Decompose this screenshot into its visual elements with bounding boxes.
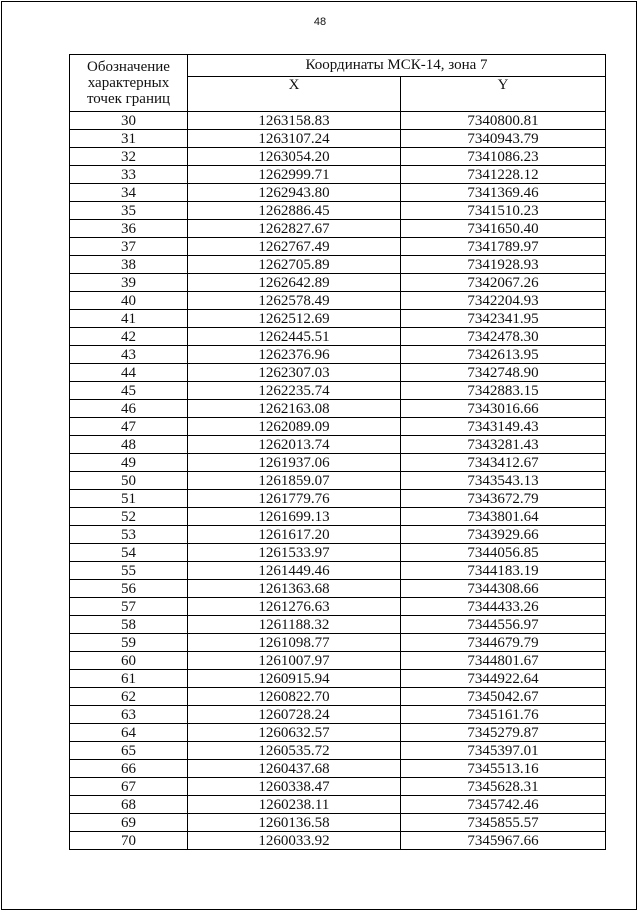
y-coordinate-cell: 7345628.31 xyxy=(401,778,606,796)
table-row xyxy=(70,400,606,418)
point-number-cell: 65 xyxy=(70,742,188,760)
table-row xyxy=(70,166,606,184)
y-coordinate-cell: 7341369.46 xyxy=(401,184,606,202)
table-row xyxy=(70,418,606,436)
table-row xyxy=(70,274,606,292)
header-x: X xyxy=(188,76,401,111)
point-number-cell: 39 xyxy=(70,274,188,292)
x-coordinate-cell: 1260822.70 xyxy=(188,688,401,706)
point-number-cell: 64 xyxy=(70,724,188,742)
x-coordinate-cell: 1261779.76 xyxy=(188,490,401,508)
table-row xyxy=(70,796,606,814)
table-row xyxy=(70,706,606,724)
x-coordinate-cell: 1261007.97 xyxy=(188,652,401,670)
point-number-cell: 51 xyxy=(70,490,188,508)
point-number-cell: 62 xyxy=(70,688,188,706)
point-number-cell: 60 xyxy=(70,652,188,670)
y-coordinate-cell: 7340943.79 xyxy=(401,130,606,148)
x-coordinate-cell: 1262163.08 xyxy=(188,400,401,418)
point-number-cell: 55 xyxy=(70,562,188,580)
point-number-cell: 68 xyxy=(70,796,188,814)
table-row xyxy=(70,580,606,598)
x-coordinate-cell: 1263158.83 xyxy=(188,112,401,130)
x-coordinate-cell: 1262999.71 xyxy=(188,166,401,184)
table-row xyxy=(70,202,606,220)
y-coordinate-cell: 7344679.79 xyxy=(401,634,606,652)
table-row xyxy=(70,130,606,148)
y-coordinate-cell: 7344056.85 xyxy=(401,544,606,562)
point-number-cell: 32 xyxy=(70,148,188,166)
y-coordinate-cell: 7345967.66 xyxy=(401,832,606,850)
x-coordinate-cell: 1260728.24 xyxy=(188,706,401,724)
table-row xyxy=(70,220,606,238)
point-number-cell: 61 xyxy=(70,670,188,688)
x-coordinate-cell: 1262642.89 xyxy=(188,274,401,292)
point-number-cell: 40 xyxy=(70,292,188,310)
point-number-cell: 31 xyxy=(70,130,188,148)
y-coordinate-cell: 7341228.12 xyxy=(401,166,606,184)
x-coordinate-cell: 1262445.51 xyxy=(188,328,401,346)
table-row xyxy=(70,724,606,742)
table-row xyxy=(70,742,606,760)
y-coordinate-cell: 7343801.64 xyxy=(401,508,606,526)
point-number-cell: 50 xyxy=(70,472,188,490)
x-coordinate-cell: 1262827.67 xyxy=(188,220,401,238)
point-number-cell: 56 xyxy=(70,580,188,598)
point-number-cell: 42 xyxy=(70,328,188,346)
y-coordinate-cell: 7344183.19 xyxy=(401,562,606,580)
x-coordinate-cell: 1262512.69 xyxy=(188,310,401,328)
point-number-cell: 37 xyxy=(70,238,188,256)
y-coordinate-cell: 7342883.15 xyxy=(401,382,606,400)
point-number-cell: 58 xyxy=(70,616,188,634)
table-row xyxy=(70,454,606,472)
table-row xyxy=(70,616,606,634)
table-row xyxy=(70,472,606,490)
y-coordinate-cell: 7341928.93 xyxy=(401,256,606,274)
y-coordinate-cell: 7344308.66 xyxy=(401,580,606,598)
x-coordinate-cell: 1261533.97 xyxy=(188,544,401,562)
x-coordinate-cell: 1261937.06 xyxy=(188,454,401,472)
x-coordinate-cell: 1261188.32 xyxy=(188,616,401,634)
point-number-cell: 67 xyxy=(70,778,188,796)
point-number-cell: 45 xyxy=(70,382,188,400)
point-number-cell: 70 xyxy=(70,832,188,850)
x-coordinate-cell: 1260915.94 xyxy=(188,670,401,688)
x-coordinate-cell: 1262376.96 xyxy=(188,346,401,364)
table-row xyxy=(70,508,606,526)
table-row xyxy=(70,670,606,688)
table-row xyxy=(70,634,606,652)
point-number-cell: 38 xyxy=(70,256,188,274)
point-number-cell: 59 xyxy=(70,634,188,652)
y-coordinate-cell: 7345397.01 xyxy=(401,742,606,760)
y-coordinate-cell: 7343281.43 xyxy=(401,436,606,454)
table-row xyxy=(70,778,606,796)
table-row xyxy=(70,364,606,382)
x-coordinate-cell: 1263107.24 xyxy=(188,130,401,148)
x-coordinate-cell: 1262089.09 xyxy=(188,418,401,436)
point-number-cell: 63 xyxy=(70,706,188,724)
y-coordinate-cell: 7343672.79 xyxy=(401,490,606,508)
y-coordinate-cell: 7345513.16 xyxy=(401,760,606,778)
point-number-cell: 57 xyxy=(70,598,188,616)
y-coordinate-cell: 7345042.67 xyxy=(401,688,606,706)
point-number-cell: 34 xyxy=(70,184,188,202)
y-coordinate-cell: 7343149.43 xyxy=(401,418,606,436)
header-coordinates-group: Координаты МСК-14, зона 7 xyxy=(188,55,606,77)
table-row xyxy=(70,148,606,166)
table-header xyxy=(70,55,606,112)
x-coordinate-cell: 1260238.11 xyxy=(188,796,401,814)
y-coordinate-cell: 7342341.95 xyxy=(401,310,606,328)
point-number-cell: 46 xyxy=(70,400,188,418)
point-number-cell: 33 xyxy=(70,166,188,184)
table-body xyxy=(70,112,606,850)
table-row xyxy=(70,436,606,454)
y-coordinate-cell: 7345279.87 xyxy=(401,724,606,742)
y-coordinate-cell: 7344556.97 xyxy=(401,616,606,634)
point-number-cell: 43 xyxy=(70,346,188,364)
y-coordinate-cell: 7343412.67 xyxy=(401,454,606,472)
table-row xyxy=(70,310,606,328)
point-number-cell: 41 xyxy=(70,310,188,328)
table-row xyxy=(70,652,606,670)
point-number-cell: 30 xyxy=(70,112,188,130)
x-coordinate-cell: 1261449.46 xyxy=(188,562,401,580)
table-row xyxy=(70,328,606,346)
point-number-cell: 35 xyxy=(70,202,188,220)
x-coordinate-cell: 1260437.68 xyxy=(188,760,401,778)
point-number-cell: 36 xyxy=(70,220,188,238)
y-coordinate-cell: 7340800.81 xyxy=(401,112,606,130)
table-row xyxy=(70,526,606,544)
x-coordinate-cell: 1262578.49 xyxy=(188,292,401,310)
x-coordinate-cell: 1260535.72 xyxy=(188,742,401,760)
table-row xyxy=(70,112,606,130)
page-number: 48 xyxy=(313,16,327,28)
x-coordinate-cell: 1263054.20 xyxy=(188,148,401,166)
x-coordinate-cell: 1261699.13 xyxy=(188,508,401,526)
header-point-label: Обозначение характерных точек границ xyxy=(70,55,188,112)
point-number-cell: 49 xyxy=(70,454,188,472)
table-row xyxy=(70,598,606,616)
y-coordinate-cell: 7344433.26 xyxy=(401,598,606,616)
y-coordinate-cell: 7341789.97 xyxy=(401,238,606,256)
table-row xyxy=(70,346,606,364)
point-number-cell: 66 xyxy=(70,760,188,778)
x-coordinate-cell: 1261276.63 xyxy=(188,598,401,616)
table-row xyxy=(70,688,606,706)
y-coordinate-cell: 7343929.66 xyxy=(401,526,606,544)
point-number-cell: 52 xyxy=(70,508,188,526)
y-coordinate-cell: 7345855.57 xyxy=(401,814,606,832)
y-coordinate-cell: 7342067.26 xyxy=(401,274,606,292)
y-coordinate-cell: 7342748.90 xyxy=(401,364,606,382)
table-row xyxy=(70,238,606,256)
x-coordinate-cell: 1261617.20 xyxy=(188,526,401,544)
x-coordinate-cell: 1260033.92 xyxy=(188,832,401,850)
point-number-cell: 69 xyxy=(70,814,188,832)
x-coordinate-cell: 1262767.49 xyxy=(188,238,401,256)
x-coordinate-cell: 1260632.57 xyxy=(188,724,401,742)
table-row xyxy=(70,814,606,832)
y-coordinate-cell: 7342613.95 xyxy=(401,346,606,364)
table-row xyxy=(70,562,606,580)
table-row xyxy=(70,292,606,310)
header-y: Y xyxy=(401,76,606,111)
x-coordinate-cell: 1261098.77 xyxy=(188,634,401,652)
y-coordinate-cell: 7343543.13 xyxy=(401,472,606,490)
table-row xyxy=(70,382,606,400)
point-number-cell: 44 xyxy=(70,364,188,382)
x-coordinate-cell: 1261363.68 xyxy=(188,580,401,598)
x-coordinate-cell: 1261859.07 xyxy=(188,472,401,490)
x-coordinate-cell: 1262235.74 xyxy=(188,382,401,400)
coordinates-table xyxy=(69,54,606,850)
y-coordinate-cell: 7345161.76 xyxy=(401,706,606,724)
y-coordinate-cell: 7344922.64 xyxy=(401,670,606,688)
y-coordinate-cell: 7341510.23 xyxy=(401,202,606,220)
x-coordinate-cell: 1260338.47 xyxy=(188,778,401,796)
point-number-cell: 48 xyxy=(70,436,188,454)
y-coordinate-cell: 7342478.30 xyxy=(401,328,606,346)
x-coordinate-cell: 1262013.74 xyxy=(188,436,401,454)
point-number-cell: 53 xyxy=(70,526,188,544)
x-coordinate-cell: 1262705.89 xyxy=(188,256,401,274)
table-row xyxy=(70,544,606,562)
y-coordinate-cell: 7342204.93 xyxy=(401,292,606,310)
x-coordinate-cell: 1262307.03 xyxy=(188,364,401,382)
y-coordinate-cell: 7343016.66 xyxy=(401,400,606,418)
y-coordinate-cell: 7341086.23 xyxy=(401,148,606,166)
y-coordinate-cell: 7344801.67 xyxy=(401,652,606,670)
x-coordinate-cell: 1262943.80 xyxy=(188,184,401,202)
y-coordinate-cell: 7345742.46 xyxy=(401,796,606,814)
y-coordinate-cell: 7341650.40 xyxy=(401,220,606,238)
table-row xyxy=(70,832,606,850)
table-row xyxy=(70,760,606,778)
x-coordinate-cell: 1262886.45 xyxy=(188,202,401,220)
table-row xyxy=(70,184,606,202)
point-number-cell: 47 xyxy=(70,418,188,436)
point-number-cell: 54 xyxy=(70,544,188,562)
table-row xyxy=(70,256,606,274)
table-row xyxy=(70,490,606,508)
x-coordinate-cell: 1260136.58 xyxy=(188,814,401,832)
